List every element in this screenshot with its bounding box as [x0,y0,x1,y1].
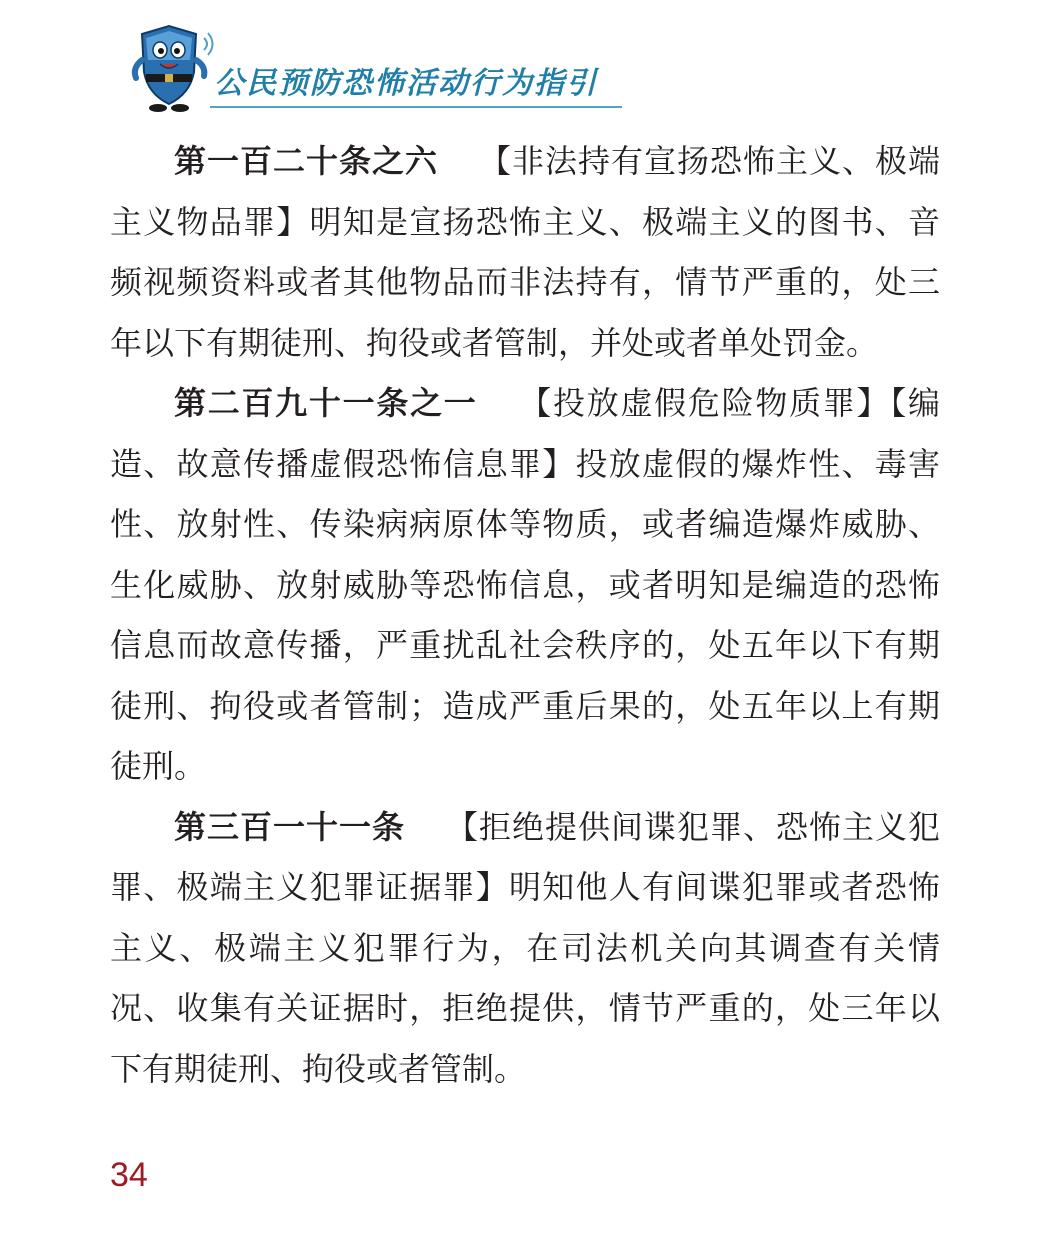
article-number: 第三百一十一条 [174,807,405,846]
page-number: 34 [110,1156,148,1194]
article-paragraph [110,373,940,797]
title-underline [210,106,622,108]
article-paragraph [110,131,940,373]
article-body: 【拒绝提供间谍犯罪、恐怖主义犯罪、极端主义犯罪证据罪】明知他人有间谍犯罪或者恐怖主义、极端主义犯罪行为，在司法机关向其调查有关情况、收集有关证据时，拒绝提供，情节严重的，处三年以下有期徒刑、拘役或者管制。 [110,807,940,1088]
article-number: 第一百二十条之六 [174,142,438,180]
article-list [110,131,940,1099]
page-header [0,0,1060,130]
article-number: 第二百九十一条之一 [174,384,478,422]
book-title: 公民预防恐怖活动行为指引 [214,66,598,101]
police-shield-mascot-icon [122,20,217,115]
article-body: 【非法持有宣扬恐怖主义、极端主义物品罪】明知是宣扬恐怖主义、极端主义的图书、音频视频资料或者其他物品而非法持有，情节严重的，处三年以下有期徒刑、拘役或者管制，并处或者单处罚金。 [110,142,940,362]
article-paragraph [110,797,940,1100]
article-body: 【投放虚假危险物质罪】【编造、故意传播虚假恐怖信息罪】投放虚假的爆炸性、毒害性、放射性、传染病病原体等物质，或者编造爆炸威胁、生化威胁、放射威胁等恐怖信息，或者明知是编造的恐怖信息而故意传播，严重扰乱社会秩序的，处五年以下有期徒刑、拘役或者管制；造成严重后果的，处五年以上有期徒刑。 [110,384,940,785]
